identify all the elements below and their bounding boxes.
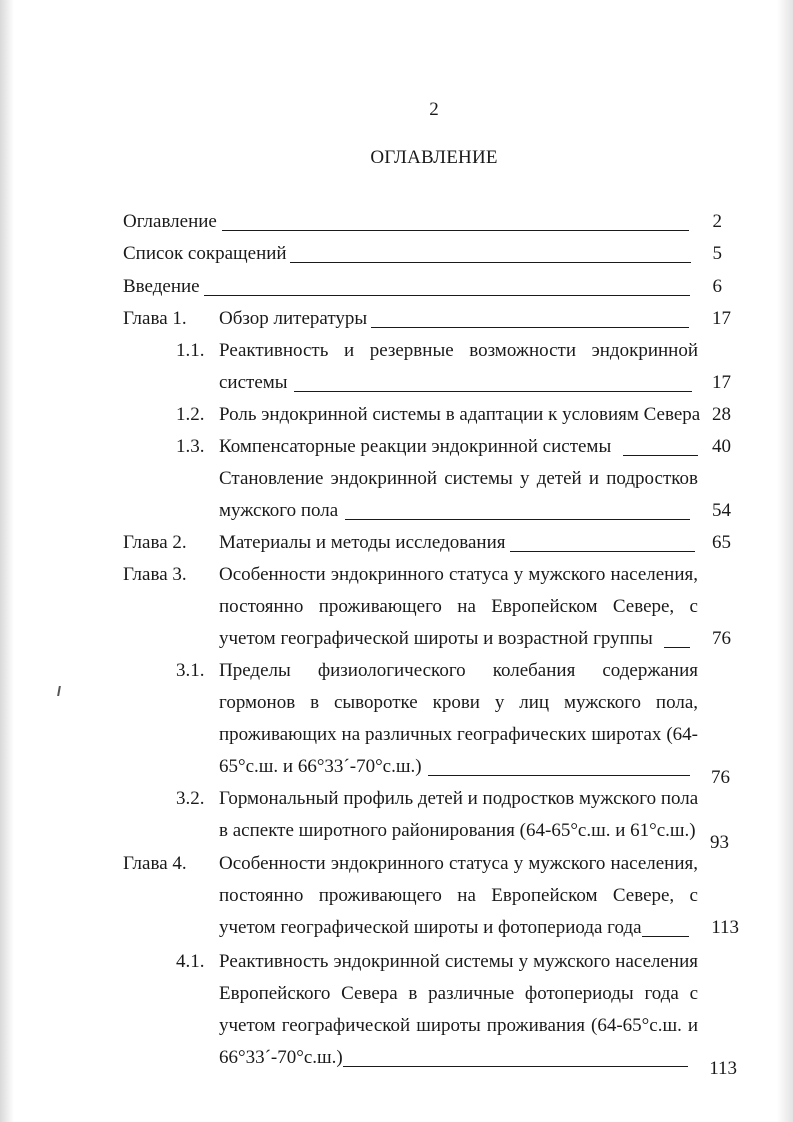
toc-entry-text: мужского пола bbox=[219, 500, 339, 521]
toc-page-number: 28 bbox=[712, 404, 731, 425]
section-label: 4.1. bbox=[176, 951, 205, 972]
leader-line bbox=[664, 647, 690, 648]
toc-entry-text: Становление эндокринной системы у детей и подростков bbox=[219, 468, 698, 489]
toc-entry-text: Особенности эндокринного статуса у мужского населения, bbox=[219, 564, 698, 585]
toc-entry-text: учетом географической широты проживания (64-65°с.ш. и bbox=[219, 1015, 698, 1036]
toc-page-number: 93 bbox=[710, 832, 729, 853]
toc-entry-label: Оглавление bbox=[123, 211, 217, 232]
toc-entry-text: 65°с.ш. и 66°33´-70°с.ш.) bbox=[219, 756, 422, 777]
toc-entry-text: Роль эндокринной системы в адаптации к условиям Севера bbox=[219, 404, 701, 425]
toc-entry-text: Реактивность и резервные возможности эндокринной bbox=[219, 340, 698, 361]
toc-page-number: 54 bbox=[712, 500, 731, 521]
toc-entry-text: Особенности эндокринного статуса у мужского населения, bbox=[219, 853, 698, 874]
chapter-label: Глава 4. bbox=[123, 853, 187, 874]
section-label: 1.2. bbox=[176, 404, 205, 425]
toc-entry-text: постоянно проживающего на Европейском Севере, с bbox=[219, 885, 698, 906]
toc-entry-label: Список сокращений bbox=[123, 243, 287, 264]
toc-page-number: 5 bbox=[712, 243, 722, 264]
toc-entry-text: Пределы физиологического колебания содержания bbox=[219, 660, 698, 681]
toc-entry-text: постоянно проживающего на Европейском Севере, с bbox=[219, 596, 698, 617]
toc-page-number: 40 bbox=[712, 436, 731, 457]
toc-page-number: 17 bbox=[712, 372, 731, 393]
scan-mark bbox=[57, 686, 61, 696]
chapter-label: Глава 1. bbox=[123, 308, 187, 329]
leader-line bbox=[290, 262, 691, 263]
section-label: 3.1. bbox=[176, 660, 205, 681]
toc-page-number: 65 bbox=[712, 532, 731, 553]
toc-entry-text: Компенсаторные реакции эндокринной системы bbox=[219, 436, 612, 457]
toc-entry-label: Введение bbox=[123, 276, 200, 297]
toc-entry-text: в аспекте широтного районирования (64-65°с.ш. и 61°с.ш.) bbox=[219, 820, 696, 841]
toc-entry-text: Гормональный профиль детей и подростков мужского пола bbox=[219, 788, 699, 809]
toc-entry-text: 66°33´-70°с.ш.) bbox=[219, 1047, 343, 1068]
leader-line bbox=[204, 295, 690, 296]
toc-page-number: 113 bbox=[709, 1058, 737, 1079]
toc-entry-text: учетом географической широты и фотопериода года bbox=[219, 917, 642, 938]
chapter-label: Глава 3. bbox=[123, 564, 187, 585]
leader-line bbox=[371, 327, 689, 328]
leader-line bbox=[428, 775, 690, 776]
section-label: 3.2. bbox=[176, 788, 205, 809]
toc-entry-text: учетом географической широты и возрастной группы bbox=[219, 628, 653, 649]
toc-entry-text: Европейского Севера в различные фотопериоды года с bbox=[219, 983, 698, 1004]
leader-line bbox=[343, 1066, 688, 1067]
toc-page-number: 2 bbox=[712, 211, 722, 232]
leader-line bbox=[510, 551, 695, 552]
section-label: 1.3. bbox=[176, 436, 205, 457]
section-label: 1.1. bbox=[176, 340, 205, 361]
toc-page-number: 76 bbox=[711, 767, 730, 788]
toc-entry-text: Обзор литературы bbox=[219, 308, 368, 329]
toc-page-number: 76 bbox=[712, 628, 731, 649]
toc-entry-text: Материалы и методы исследования bbox=[219, 532, 506, 553]
toc-entry-text: проживающих на различных географических широтах (64- bbox=[219, 724, 698, 745]
toc-entry-text: гормонов в сыворотке крови у лиц мужского пола, bbox=[219, 692, 698, 713]
leader-line bbox=[623, 455, 698, 456]
toc-title: ОГЛАВЛЕНИЕ bbox=[370, 147, 498, 168]
toc-page-number: 6 bbox=[712, 276, 722, 297]
chapter-label: Глава 2. bbox=[123, 532, 187, 553]
leader-line bbox=[345, 519, 690, 520]
leader-line bbox=[294, 391, 692, 392]
toc-page-number: 113 bbox=[711, 917, 739, 938]
toc-page-number: 17 bbox=[712, 308, 731, 329]
leader-line bbox=[222, 230, 689, 231]
toc-entry-text: системы bbox=[219, 372, 288, 393]
leader-line bbox=[642, 936, 689, 937]
toc-entry-text: Реактивность эндокринной системы у мужского населения bbox=[219, 951, 698, 972]
page-number: 2 bbox=[429, 99, 439, 120]
